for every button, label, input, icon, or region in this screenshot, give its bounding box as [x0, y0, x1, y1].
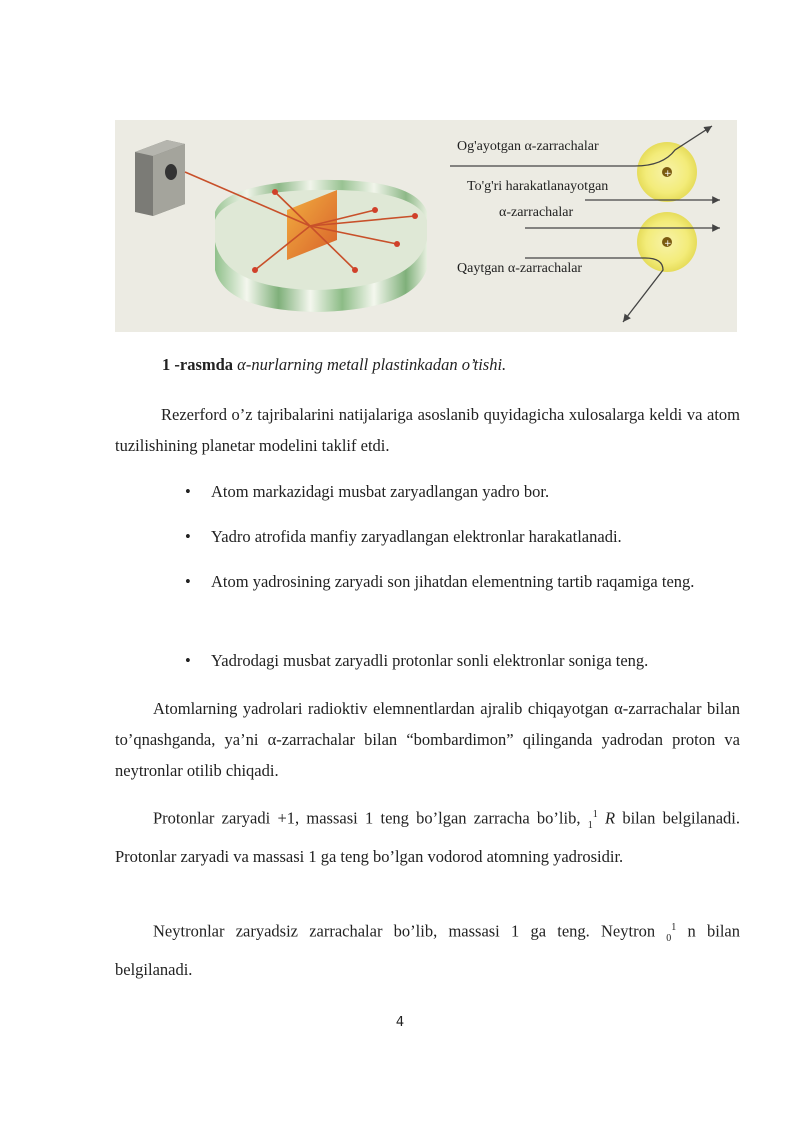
- bullet-dot-icon: •: [185, 527, 191, 546]
- page-number: 4: [395, 1015, 405, 1030]
- bullet-item: [185, 521, 740, 552]
- bullet-text: Atom yadrosining zaryadi son jihatdan elementning tartib raqamiga teng.: [211, 572, 695, 591]
- neutrons-text-end: bilan belgilanadi.: [115, 921, 740, 979]
- label-reflected-particles: Qaytgan α-zarrachalar: [457, 261, 583, 276]
- proton-symbol: R: [604, 808, 616, 828]
- paragraph-neutrons: [115, 912, 740, 985]
- figure-illustration: [115, 120, 737, 332]
- radiation-source: [135, 140, 185, 216]
- intro-paragraph: Rezerford o’z tajribalarini natijalariga asoslanib quyidagicha xulosalarga keldi va atom tuzilishining planetar modelini taklif etdi.: [115, 405, 740, 455]
- label-straight-particles-line1: To'g'ri harakatlanayotgan: [467, 179, 609, 194]
- proton-mass-superscript: 1: [592, 809, 598, 820]
- figure-caption: [162, 355, 506, 375]
- bullet-text: Yadro atrofida manfiy zaryadlangan elektronlar harakatlanadi.: [211, 527, 622, 546]
- nucleus-sign-lower: +: [664, 239, 672, 249]
- label-straight-particles-line2: α-zarrachalar: [499, 205, 574, 220]
- neutron-symbol: n: [687, 921, 696, 941]
- paragraph-alpha-bombardment: Atomlarning yadrolari radioktiv elemnentlardan ajralib chiqayotgan α-zarrachalar bilan to’qnashganda, ya’ni α-zarrachalar bilan “bombardimon” qilinganda yadrodan proton va neytronlar otilib chiqadi.: [115, 699, 740, 780]
- bullet-item: [185, 476, 740, 507]
- neutrons-text-start: Neytronlar zaryadsiz zarrachalar bo’lib, massasi 1 ga teng. Neytron: [153, 921, 667, 941]
- rutherford-experiment-figure: [115, 120, 737, 332]
- protons-text-start: Protonlar zaryadi +1, massasi 1 teng bo’lgan zarracha bo’lib,: [153, 808, 588, 828]
- bullet-dot-icon: •: [185, 482, 191, 501]
- protons-text-end: bilan belgilanadi. Protonlar zaryadi va massasi 1 ga teng bo’lgan vodorod atomning yadrosidir.: [115, 808, 741, 866]
- nucleus-sign-upper: +: [664, 169, 672, 179]
- caption-figure-number: 1 -rasmda: [162, 355, 234, 374]
- neutron-mass-superscript: 1: [671, 922, 677, 933]
- bullet-text: Atom markazidagi musbat zaryadlangan yadro bor.: [211, 482, 550, 501]
- neutron-charge-subscript: 0: [666, 932, 672, 944]
- label-deflected-particles: Og'ayotgan α-zarrachalar: [457, 139, 599, 154]
- bullet-item: [185, 645, 740, 676]
- proton-charge-subscript: 1: [587, 819, 593, 831]
- bullet-dot-icon: •: [185, 572, 191, 591]
- paragraph-protons: [115, 799, 740, 872]
- bullet-dot-icon: •: [185, 651, 191, 670]
- bullet-item: [185, 566, 740, 597]
- caption-text: α-nurlarning metall plastinkadan o’tishi.: [237, 355, 507, 374]
- bullet-text: Yadrodagi musbat zaryadli protonlar sonli elektronlar soniga teng.: [211, 651, 649, 670]
